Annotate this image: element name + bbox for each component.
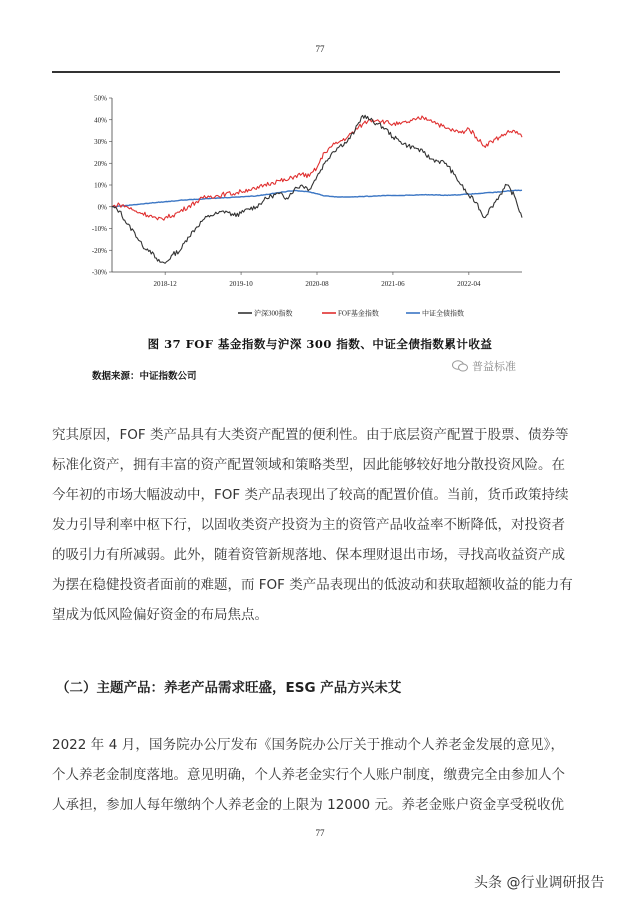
paragraph-line: 个人养老金制度落地。意见明确，个人养老金实行个人账户制度，缴费完全由参加人个 [52, 767, 565, 783]
legend-label: 中证全债指数 [422, 309, 464, 318]
y-tick-label: -10% [91, 225, 107, 233]
page-number-top: 77 [315, 44, 325, 54]
figure-source: 数据来源：中证指数公司 [92, 371, 197, 382]
paragraph-line: 为摆在稳健投资者面前的难题，而 FOF 类产品表现出的低波动和获取超额收益的能力有 [52, 577, 573, 593]
y-tick-label: -30% [91, 268, 107, 277]
watermark-text: 普益标准 [472, 360, 516, 373]
x-tick-label: 2020-08 [305, 280, 329, 288]
section-heading: （二）主题产品：养老产品需求旺盛，ESG 产品方兴未艾 [56, 680, 402, 696]
y-tick-label: 50% [94, 94, 107, 103]
series-line-fof [112, 116, 522, 220]
y-tick-label: 40% [94, 116, 107, 125]
paragraph-line: 今年初的市场大幅波动中，FOF 类产品表现出了较高的配置价值。当前，货币政策持续 [52, 487, 569, 503]
header-rule [52, 71, 560, 73]
paragraph-line: 望成为低风险偏好资金的布局焦点。 [52, 607, 268, 623]
paragraph-1 [52, 420, 573, 630]
paragraph-2 [52, 730, 564, 820]
watermark [452, 358, 516, 374]
paragraph-line: 标准化资产，拥有丰富的资产配置领域和策略类型，因此能够较好地分散投资风险。在 [52, 457, 565, 473]
legend-label: FOF基金指数 [338, 309, 379, 318]
line-chart [60, 86, 540, 326]
x-tick-label: 2019-10 [229, 280, 253, 288]
y-tick-label: 0% [97, 203, 107, 212]
legend-label: 沪深300指数 [254, 309, 293, 318]
y-tick-label: 20% [94, 159, 107, 168]
x-tick-label: 2021-06 [381, 280, 405, 288]
footer-credit: 头条 @行业调研报告 [474, 875, 605, 891]
series-line-csi300 [112, 115, 522, 263]
paragraph-line: 人承担，参加人每年缴纳个人养老金的上限为 12000 元。养老金账户资金享受税收优 [52, 797, 564, 813]
y-tick-label: 10% [94, 181, 107, 190]
paragraph-line: 的吸引力有所减弱。此外，随着资管新规落地、保本理财退出市场，寻找高收益资产成 [52, 547, 565, 563]
y-tick-label: 30% [94, 138, 107, 146]
x-tick-label: 2018-12 [153, 280, 177, 288]
wechat-icon [452, 360, 468, 372]
y-tick-label: -20% [91, 246, 107, 255]
page-number-bottom: 77 [315, 828, 325, 838]
paragraph-line: 2022 年 4 月，国务院办公厅发布《国务院办公厅关于推动个人养老金发展的意见》， [52, 737, 564, 753]
paragraph-line: 究其原因，FOF 类产品具有大类资产配置的便利性。由于底层资产配置于股票、债券等 [52, 427, 569, 443]
series-line-bond [112, 190, 522, 207]
x-tick-label: 2022-04 [457, 280, 481, 288]
figure-caption: 图 37 FOF 基金指数与沪深 300 指数、中证全债指数累计收益 [147, 337, 493, 351]
paragraph-line: 发力引导利率中枢下行，以固收类资产投资为主的资管产品收益率不断降低，对投资者 [52, 517, 565, 533]
